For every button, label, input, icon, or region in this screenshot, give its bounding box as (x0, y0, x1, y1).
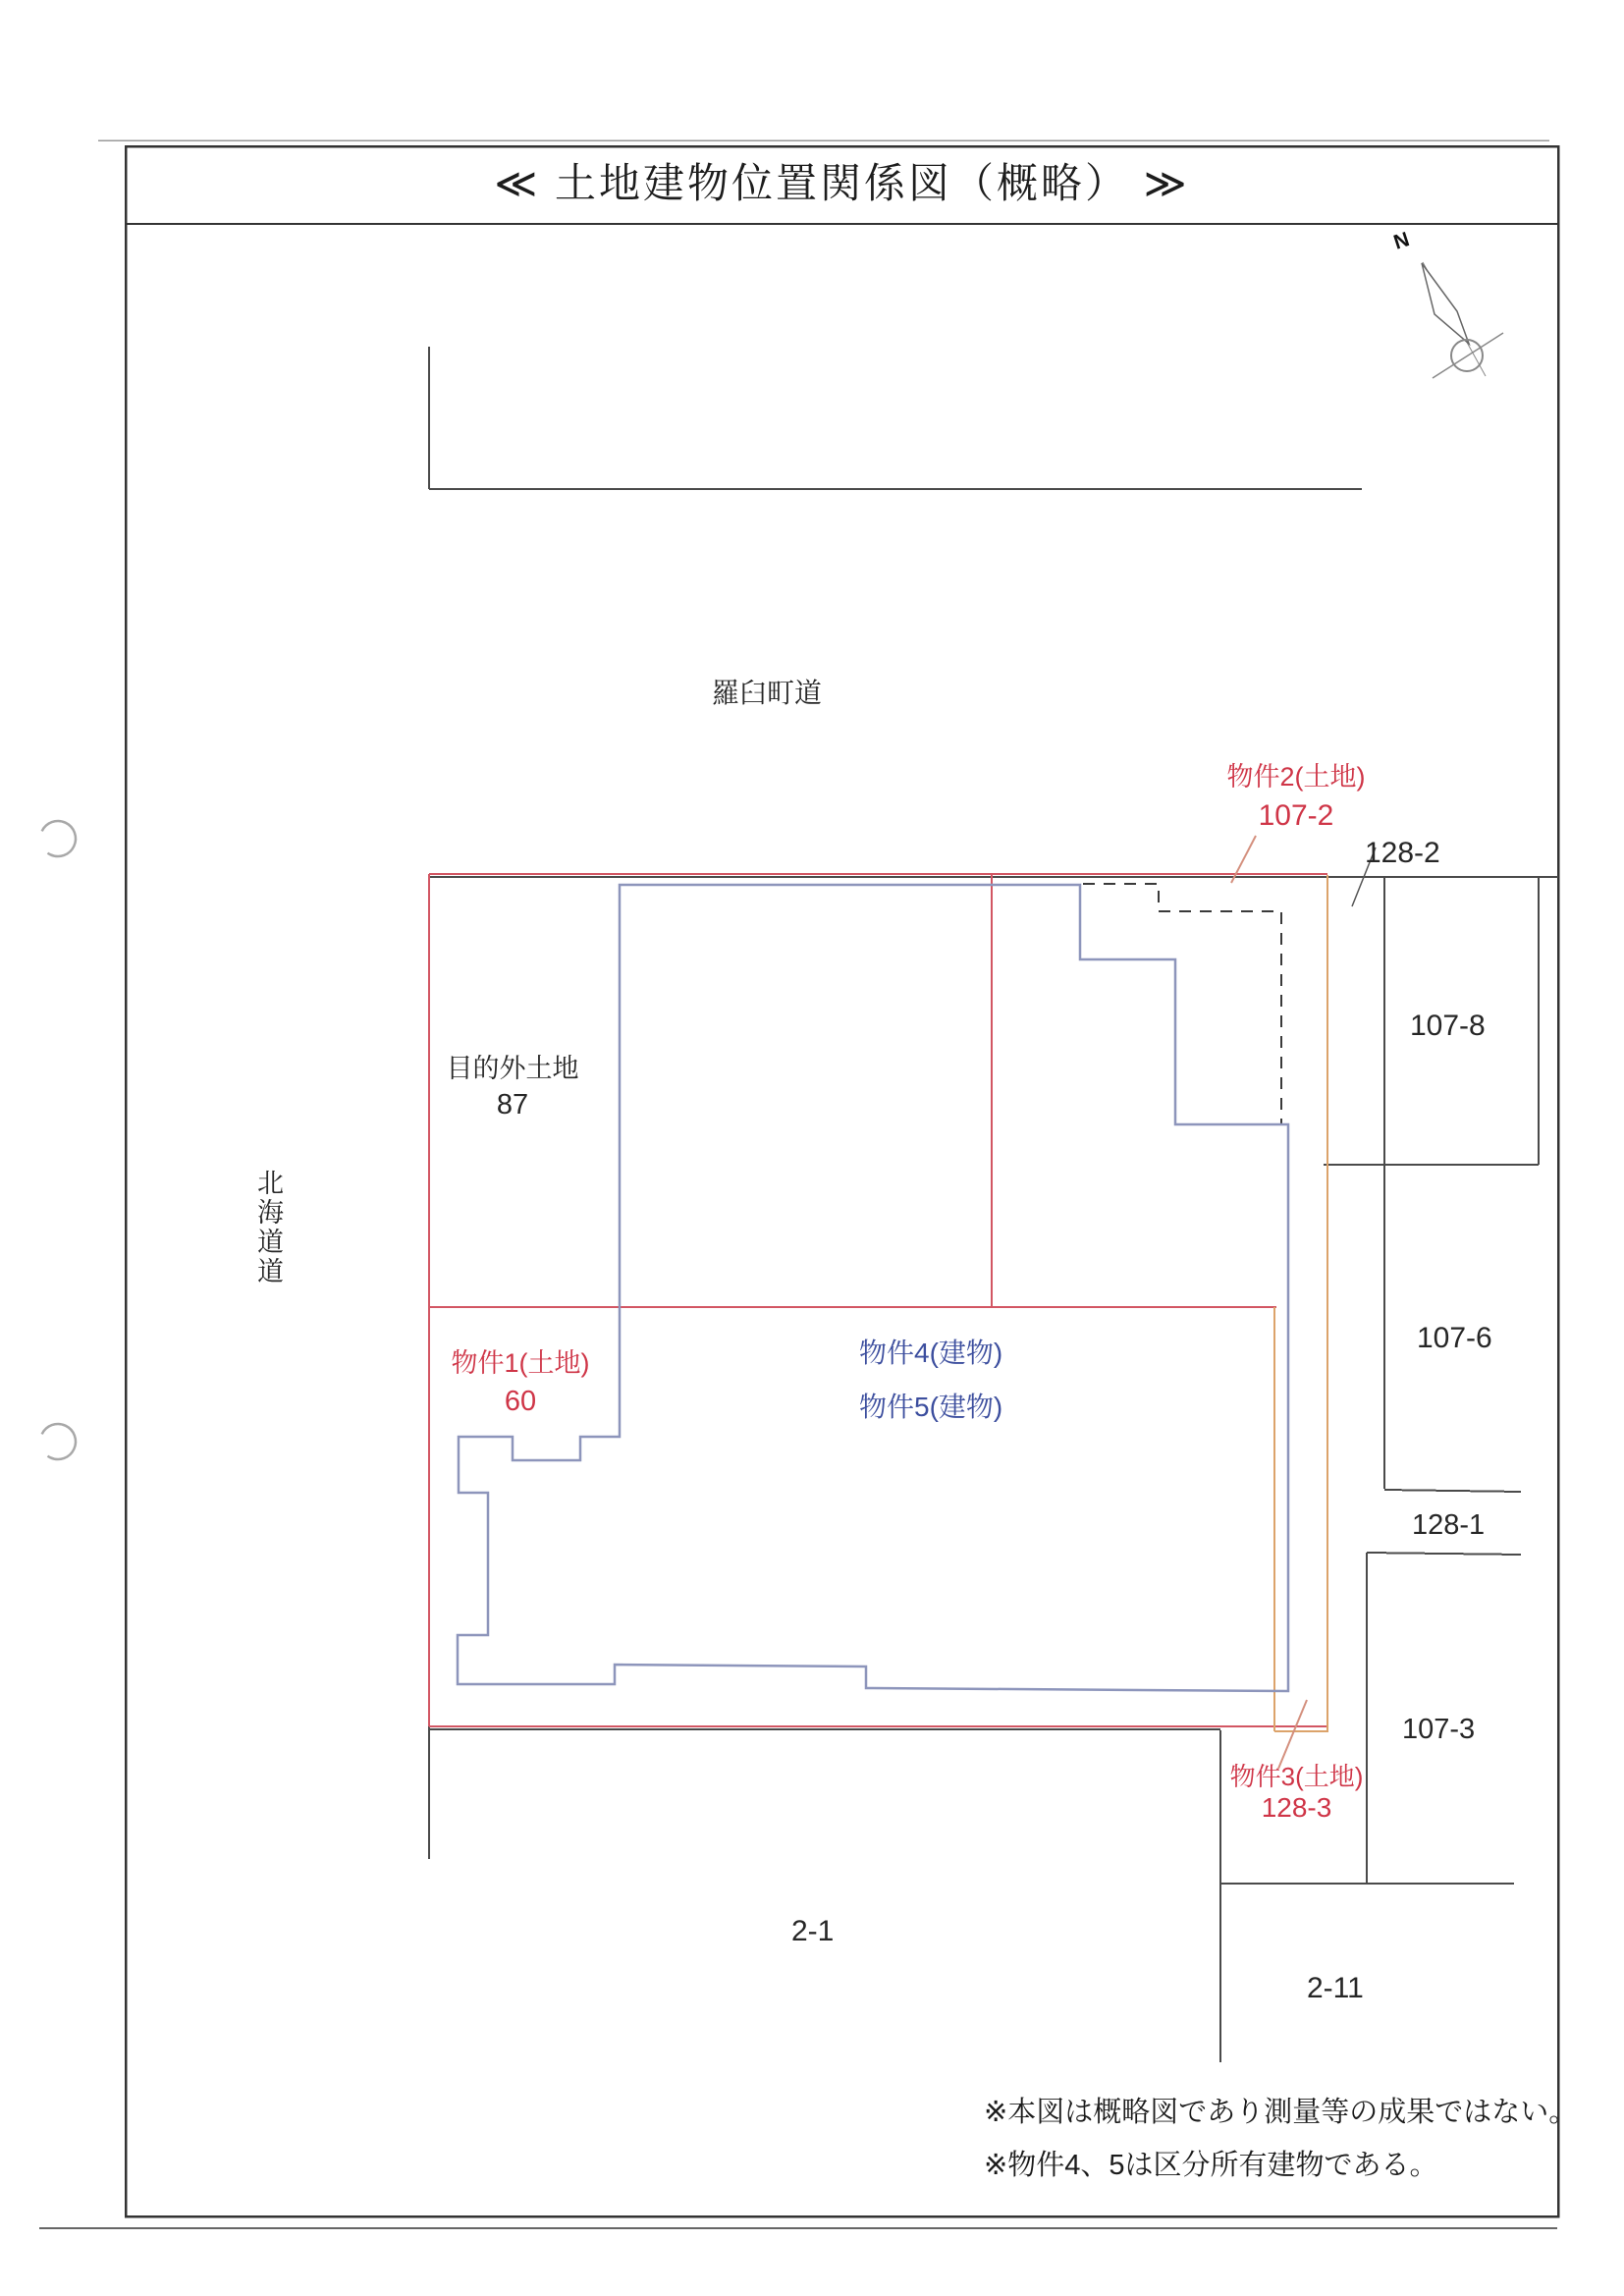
label-property5-building: 物件5(建物) (859, 1392, 1003, 1422)
parcel-107-2-dashed-outline (1083, 884, 1281, 1125)
page-border (126, 146, 1558, 2216)
compass-north-label: N (1390, 228, 1413, 254)
label-parcel-107-8: 107-8 (1410, 1010, 1486, 1042)
orange-parcel-128-3-lines (1274, 875, 1328, 1731)
building-outline (458, 885, 1288, 1691)
parcel-boundary-lines (429, 347, 1558, 2062)
property1-name: 物件1(土地) (451, 1348, 590, 1378)
label-town-road: 羅臼町道 (712, 678, 823, 708)
label-parcel-2-11: 2-11 (1307, 1972, 1364, 2004)
property2-name: 物件2(土地) (1226, 762, 1366, 792)
offsite-land-name: 目的外土地 (446, 1054, 579, 1083)
page-title: ≪ 土地建物位置関係図（概略） ≫ (494, 160, 1190, 206)
label-property1-land (432, 1343, 609, 1420)
property2-parcel-number: 107-2 (1258, 799, 1334, 832)
label-property2-land (1203, 757, 1389, 836)
label-property4-building: 物件4(建物) (859, 1338, 1003, 1368)
property3-name: 物件3(土地) (1229, 1762, 1364, 1791)
label-parcel-107-6: 107-6 (1417, 1322, 1492, 1354)
footnote-disclaimer: ※本図は概略図であり測量等の成果ではない。 (984, 2097, 1578, 2128)
footnote-condominium: ※物件4、5は区分所有建物である。 (984, 2150, 1438, 2181)
property3-parcel-number: 128-3 (1261, 1792, 1332, 1823)
offsite-land-number: 87 (496, 1089, 529, 1121)
label-offsite-land (429, 1051, 596, 1122)
leader-lines (1231, 836, 1376, 1769)
label-prefectural-road: 北海道道 (253, 1169, 283, 1286)
property1-parcel-number: 60 (504, 1386, 537, 1417)
hole-punch-bottom (34, 1418, 81, 1465)
red-subject-land-lines (429, 874, 1328, 1726)
label-parcel-128-2: 128-2 (1365, 837, 1440, 869)
label-parcel-128-1: 128-1 (1412, 1509, 1486, 1541)
hole-punch-top (34, 815, 81, 862)
label-parcel-107-3: 107-3 (1402, 1714, 1476, 1745)
compass-north-icon (1422, 262, 1503, 378)
label-property3-land (1211, 1762, 1382, 1823)
label-parcel-2-1: 2-1 (791, 1915, 835, 1947)
